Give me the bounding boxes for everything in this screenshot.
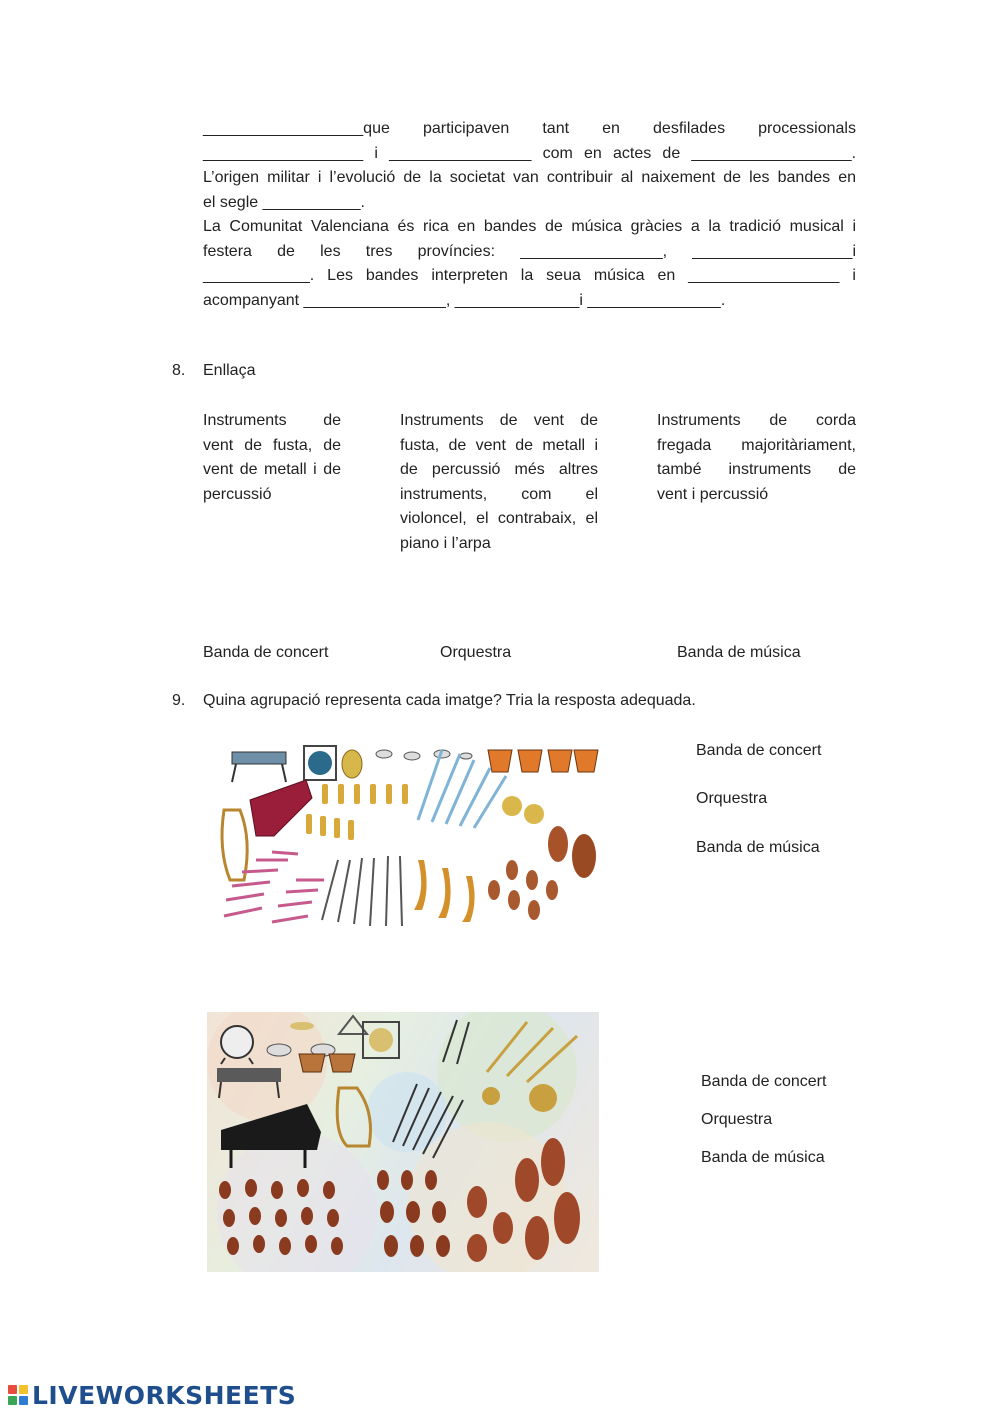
passage-word: de (277, 242, 295, 260)
orchestra-instruments-image (207, 1012, 599, 1272)
match-label-banda-de-concert[interactable]: Banda de concert (203, 644, 329, 661)
passage-word: seua (546, 267, 581, 284)
passage-word[interactable]: _________________ (688, 267, 840, 284)
match-description-2[interactable] (400, 409, 598, 556)
description-line: fregada majoritàriament, (657, 436, 856, 454)
passage-word: en (584, 144, 602, 162)
question-9-number: 9. (172, 692, 186, 709)
description-line: Instruments de vent de (400, 412, 598, 429)
passage-line: L’origen militar i l’evolució de la societat van contribuir al naixement de les bandes en (203, 169, 856, 186)
description-line: fusta, de vent de metall i (400, 436, 598, 454)
image2-option-banda-de-concert[interactable]: Banda de concert (701, 1073, 827, 1090)
passage-word: com (542, 144, 573, 162)
question-9-title: Quina agrupació representa cada imatge? Tria la resposta adequada. (203, 692, 696, 709)
passage-line (203, 117, 856, 142)
image1-option-orquestra[interactable]: Orquestra (696, 790, 768, 807)
image1-option-banda-de-musica[interactable]: Banda de música (696, 839, 820, 856)
passage-word: Les (327, 267, 353, 284)
logo-squares-icon (8, 1385, 28, 1405)
match-description-1[interactable] (203, 409, 341, 507)
description-line: vent de metall i de (203, 461, 341, 478)
passage-word: festera (203, 242, 252, 260)
description-line: de percussió més altres (400, 461, 598, 478)
passage-line: La Comunitat Valenciana és rica en bandes de música gràcies a la tradició musical i (203, 218, 856, 235)
passage-word: processionals (758, 120, 856, 137)
passage-word: tant (542, 120, 570, 137)
passage-word[interactable]: __________________ (203, 144, 364, 162)
passage-word: les (320, 242, 341, 260)
description-line: percussió (203, 485, 272, 503)
question-8-number: 8. (172, 362, 186, 379)
passage-word: desfilades (653, 120, 726, 137)
passage-word: i (374, 144, 378, 162)
match-description-3[interactable] (657, 409, 856, 507)
passage-word: en (657, 267, 676, 284)
passage-word: tres (365, 242, 393, 260)
match-label-orquestra[interactable]: Orquestra (440, 644, 512, 661)
passage-word: la (520, 267, 534, 284)
description-line: Instruments de corda (657, 412, 856, 429)
passage-word: participaven (422, 120, 510, 137)
match-label-banda-de-musica[interactable]: Banda de música (677, 644, 801, 661)
passage-word: i (852, 267, 856, 284)
image2-option-orquestra[interactable]: Orquestra (701, 1111, 773, 1128)
description-line: Instruments de (203, 412, 341, 429)
passage-word[interactable]: ________________ (389, 144, 532, 162)
passage-word: actes (613, 144, 652, 162)
passage-word: bandes (365, 267, 419, 284)
passage-word[interactable]: __________________. (691, 144, 857, 162)
description-line: piano i l’arpa (400, 534, 491, 552)
description-line: vent i percussió (657, 485, 769, 503)
description-line: violoncel, el contrabaix, el (400, 510, 598, 527)
passage-line (203, 240, 856, 265)
passage-word[interactable]: __________________que (203, 120, 390, 137)
concert-band-instruments-image (212, 740, 604, 932)
passage-line (203, 142, 856, 167)
description-line: també instruments de (657, 461, 856, 478)
passage-line: el segle ___________. (203, 193, 365, 211)
passage-word: en (602, 120, 620, 137)
passage-word[interactable]: ____________. (203, 267, 315, 284)
passage-word: de (662, 144, 681, 162)
fill-in-passage (203, 117, 856, 313)
passage-word: música (593, 267, 645, 284)
question-8-title: Enllaça (203, 362, 256, 379)
passage-word: interpreten (431, 267, 508, 284)
image2-option-banda-de-musica[interactable]: Banda de música (701, 1149, 825, 1166)
passage-line: acompanyant ________________, ______________i _______________. (203, 291, 726, 309)
image1-option-banda-de-concert[interactable]: Banda de concert (696, 742, 822, 759)
description-line: instruments, com el (400, 485, 598, 503)
logo-text: LIVEWORKSHEETS (32, 1380, 297, 1410)
liveworksheets-logo (8, 1380, 296, 1410)
description-line: vent de fusta, de (203, 436, 341, 454)
passage-word[interactable]: __________________i (692, 242, 856, 260)
passage-word: províncies: (417, 242, 496, 260)
passage-line (203, 264, 856, 289)
passage-word[interactable]: ________________, (520, 242, 668, 260)
